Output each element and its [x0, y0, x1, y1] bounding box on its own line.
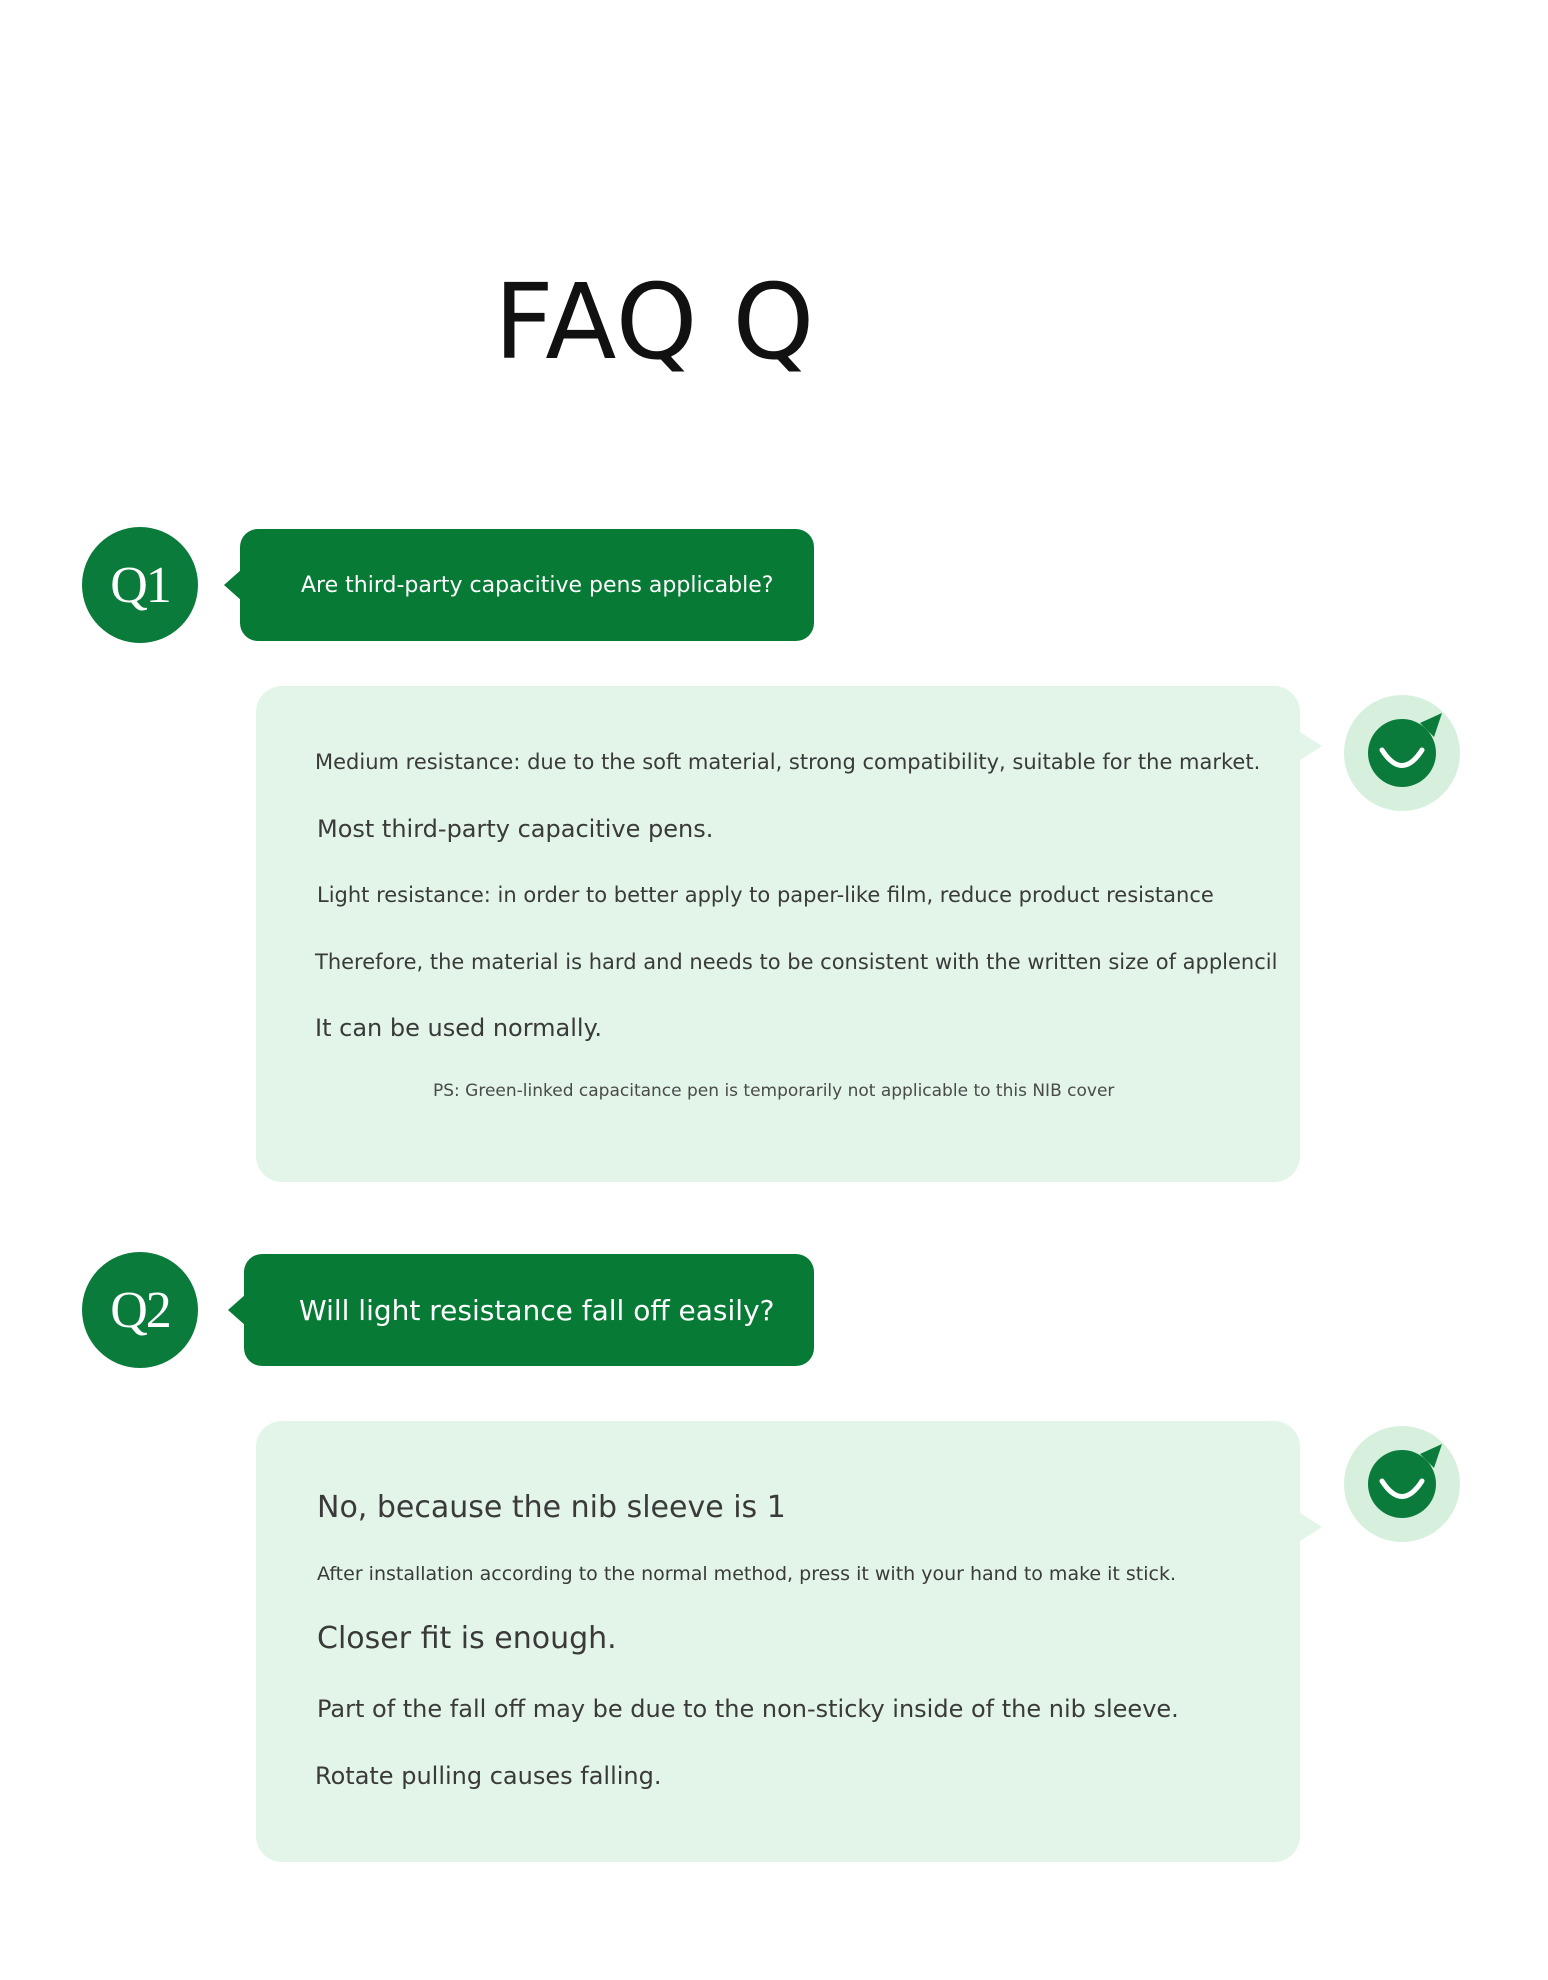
- q1-answer-line-3: Light resistance: in order to better apply to paper-like film, reduce product resistance: [317, 883, 1214, 907]
- q2-badge: Q2: [82, 1252, 198, 1368]
- q2-answer-line-2: After installation according to the normal method, press it with your hand to make it stick.: [317, 1563, 1177, 1585]
- smiley-face-icon: [1344, 695, 1460, 811]
- q2-answer-panel: [256, 1421, 1300, 1862]
- q1-answer-line-5: It can be used normally.: [315, 1014, 603, 1042]
- q1-answer-panel: [256, 686, 1300, 1182]
- q2-answer-line-5: Rotate pulling causes falling.: [315, 1762, 662, 1790]
- q2-answer-line-3: Closer fit is enough.: [317, 1621, 617, 1656]
- q1-question-text: Are third-party capacitive pens applicable?: [301, 572, 774, 598]
- q1-answer-line-1: Medium resistance: due to the soft material, strong compatibility, suitable for the market.: [315, 750, 1261, 774]
- page-title: FAQ Q: [494, 261, 816, 383]
- smiley-face-icon: [1344, 1426, 1460, 1542]
- q2-answer-line-4: Part of the fall off may be due to the non-sticky inside of the nib sleeve.: [317, 1695, 1179, 1723]
- q2-question-text: Will light resistance fall off easily?: [299, 1293, 775, 1327]
- q1-answer-note: PS: Green-linked capacitance pen is temporarily not applicable to this NIB cover: [433, 1081, 1115, 1101]
- q2-answer-line-1: No, because the nib sleeve is 1: [317, 1490, 786, 1525]
- q1-answer-line-4: Therefore, the material is hard and needs to be consistent with the written size of applencil: [315, 950, 1278, 974]
- q1-badge: Q1: [82, 527, 198, 643]
- q2-avatar: [1344, 1426, 1460, 1542]
- q1-answer-line-2: Most third-party capacitive pens.: [317, 815, 714, 843]
- q1-question-bubble: [240, 529, 814, 641]
- q2-question-bubble: [244, 1254, 814, 1366]
- q1-avatar: [1344, 695, 1460, 811]
